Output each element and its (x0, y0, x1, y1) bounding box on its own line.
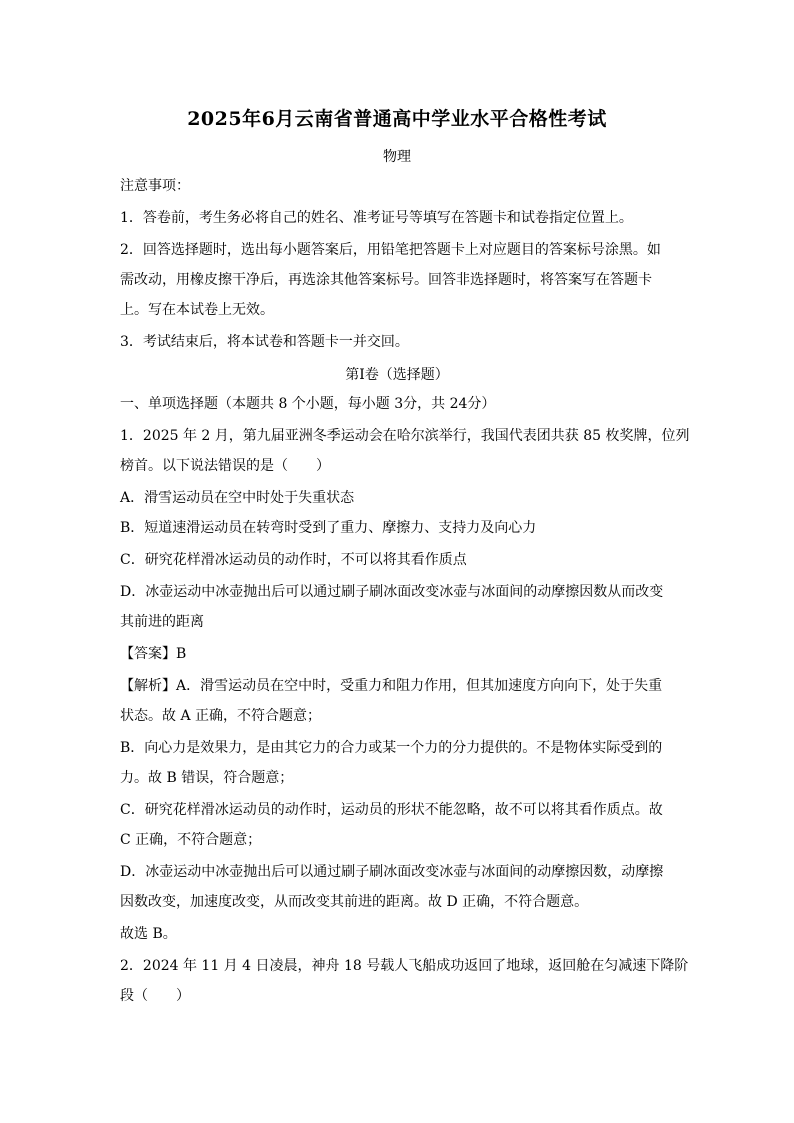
q1-analysis-line-1: 【解析】A．滑雪运动员在空中时，受重力和阻力作用，但其加速度方向向下，处于失重 (120, 678, 663, 694)
q1-option-d-line-2: 其前进的距离 (120, 614, 204, 630)
q1-option-d-line-1: D．冰壶运动中冰壶抛出后可以通过刷子刷冰面改变冰壶与冰面间的动摩擦因数从而改变 (120, 584, 664, 600)
q1-analysis-line-2: 状态。故 A 正确，不符合题意； (120, 708, 322, 724)
part-title: 第Ⅰ卷（选择题） (345, 367, 449, 383)
q1-conclusion: 故选 B。 (120, 926, 177, 942)
notice-item-2-line-3: 上。写在本试卷上无效。 (120, 302, 274, 318)
q1-analysis-line-6: C 正确，不符合题意； (120, 832, 262, 848)
q1-option-b: B．短道速滑运动员在转弯时受到了重力、摩擦力、支持力及向心力 (120, 520, 537, 536)
q1-stem-line-1: 1．2025 年 2 月，第九届亚洲冬季运动会在哈尔滨举行，我国代表团共获 85 枚奖牌，位列 (120, 428, 690, 444)
notice-item-2-line-2: 需改动，用橡皮擦干净后，再选涂其他答案标号。回答非选择题时，将答案写在答题卡 (120, 272, 652, 288)
q1-option-a: A．滑雪运动员在空中时处于失重状态 (120, 490, 355, 506)
q2-stem-line-2: 段（ ） (120, 988, 190, 1004)
notice-item-1: 1．答卷前，考生务必将自己的姓名、准考证号等填写在答题卡和试卷指定位置上。 (120, 210, 633, 226)
q1-analysis-line-5: C．研究花样滑冰运动员的动作时，运动员的形状不能忽略，故不可以将其看作质点。故 (120, 802, 663, 818)
subject-label: 物理 (383, 149, 411, 165)
q1-option-c: C．研究花样滑冰运动员的动作时，不可以将其看作质点 (120, 552, 467, 568)
q1-answer: 【答案】B (120, 646, 187, 662)
notice-item-2-line-1: 2．回答选择题时，选出每小题答案后，用铅笔把答题卡上对应题目的答案标号涂黑。如 (120, 242, 661, 258)
section-heading: 一、单项选择题（本题共 8 个小题，每小题 3分，共 24分） (120, 396, 496, 412)
notice-heading: 注意事项： (120, 178, 190, 194)
q1-analysis-line-4: 力。故 B 错误，符合题意； (120, 770, 294, 786)
q2-stem-line-1: 2．2024 年 11 月 4 日凌晨，神舟 18 号载人飞船成功返回了地球，返回舱在匀减速下降阶 (120, 958, 689, 974)
q1-stem-line-2: 榜首。以下说法错误的是（ ） (120, 458, 330, 474)
exam-title: 2025年6月云南省普通高中学业水平合格性考试 (187, 108, 607, 130)
notice-item-3: 3．考试结束后，将本试卷和答题卡一并交回。 (120, 334, 409, 350)
q1-analysis-line-8: 因数改变，加速度改变，从而改变其前进的距离。故 D 正确，不符合题意。 (120, 894, 589, 910)
q1-analysis-line-7: D．冰壶运动中冰壶抛出后可以通过刷子刷冰面改变冰壶与冰面间的动摩擦因数，动摩擦 (120, 864, 664, 880)
q1-analysis-line-3: B．向心力是效果力，是由其它力的合力或某一个力的分力提供的。不是物体实际受到的 (120, 740, 663, 756)
